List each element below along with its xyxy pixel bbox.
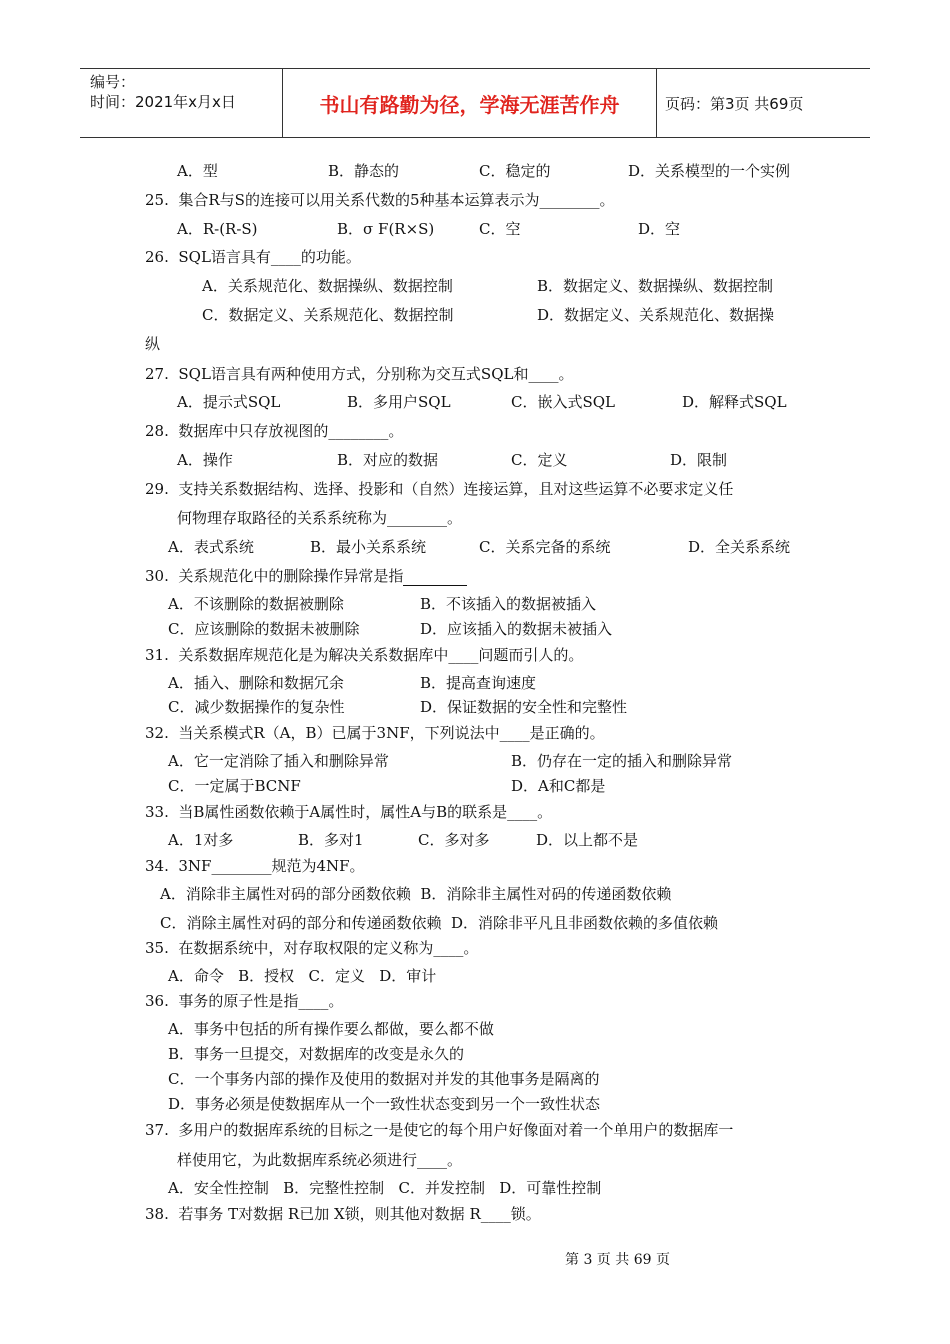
option-text: C．稳定的 xyxy=(479,162,551,180)
option-text: A．它一定消除了插入和删除异常 xyxy=(168,752,389,770)
question-36: 36. 事务的原子性是指____。 xyxy=(145,992,344,1010)
option-text: A．提示式SQL xyxy=(177,393,281,411)
option-text: B．对应的数据 xyxy=(337,451,439,469)
option-text: A．插入、删除和数据冗余 xyxy=(168,674,344,692)
question-33: 33. 当B属性函数依赖于A属性时，属性A与B的联系是____。 xyxy=(145,803,553,821)
option-text: D．以上都不是 xyxy=(536,831,639,849)
question-32: 32. 当关系模式R（A，B）已属于3NF，下列说法中____是正确的。 xyxy=(145,724,605,742)
answer-blank xyxy=(403,569,467,586)
option-text: B．不该插入的数据被插入 xyxy=(420,595,597,613)
option-text: B．多用户SQL xyxy=(347,393,451,411)
option-text: A．安全性控制 B．完整性控制 C．并发控制 D．可靠性控制 xyxy=(168,1179,602,1197)
option-text: C．消除主属性对码的部分和传递函数依赖 D．消除非平凡且非函数依赖的多值依赖 xyxy=(160,914,719,932)
option-text: C．空 xyxy=(479,220,521,238)
option-text: B．σ F(R×S) xyxy=(337,220,435,238)
page-footer: 第 3 页 共 69 页 xyxy=(565,1252,670,1268)
option-text: C．数据定义、关系规范化、数据控制 xyxy=(202,306,454,324)
option-text: C．嵌入式SQL xyxy=(511,393,616,411)
question-26: 26. SQL语言具有____的功能。 xyxy=(145,248,361,266)
question-30 xyxy=(145,566,467,586)
option-text: B．提高查询速度 xyxy=(420,674,537,692)
header-meta xyxy=(80,69,282,137)
question-35: 35. 在数据系统中，对存取权限的定义称为____。 xyxy=(145,939,479,957)
option-text: B．事务一旦提交，对数据库的改变是永久的 xyxy=(168,1045,465,1063)
option-text: B．静态的 xyxy=(328,162,400,180)
header-page-info: 页码：第3页 共69页 xyxy=(665,95,804,113)
option-text: B．多对1 xyxy=(298,831,364,849)
option-text: C．定义 xyxy=(511,451,568,469)
option-text: D．事务必须是使数据库从一个一致性状态变到另一个一致性状态 xyxy=(168,1095,601,1113)
question-37: 37. 多用户的数据库系统的目标之一是使它的每个用户好像面对着一个单用户的数据库一 xyxy=(145,1121,734,1139)
option-text: D．保证数据的安全性和完整性 xyxy=(420,698,628,716)
header-motto: 书山有路勤为径，学海无涯苦作舟 xyxy=(282,69,657,137)
question-25: 25. 集合R与S的连接可以用关系代数的5种基本运算表示为________。 xyxy=(145,191,615,209)
option-text: D．A和C都是 xyxy=(511,777,606,795)
question-34: 34. 3NF________规范为4NF。 xyxy=(145,857,365,875)
question-38: 38. 若事务 T对数据 R已加 X锁，则其他对数据 R____锁。 xyxy=(145,1205,541,1223)
option-text: C．一个事务内部的操作及使用的数据对并发的其他事务是隔离的 xyxy=(168,1070,600,1088)
option-text: B．仍存在一定的插入和删除异常 xyxy=(511,752,733,770)
question-29-cont: 何物理存取路径的关系系统称为________。 xyxy=(177,509,463,527)
question-27: 27. SQL语言具有两种使用方式，分别称为交互式SQL和____。 xyxy=(145,365,574,383)
option-text: D．关系模型的一个实例 xyxy=(628,162,791,180)
page-header xyxy=(80,68,870,138)
option-text: A．1对多 xyxy=(168,831,234,849)
option-text: B．数据定义、数据操纵、数据控制 xyxy=(537,277,774,295)
option-text: C．一定属于BCNF xyxy=(168,777,301,795)
option-text: C．关系完备的系统 xyxy=(479,538,611,556)
option-text: A．型 xyxy=(177,162,218,180)
time-label: 时间：2021年x月x日 xyxy=(90,93,236,111)
option-text: 纵 xyxy=(145,335,161,353)
option-text: D．解释式SQL xyxy=(682,393,787,411)
question-37-cont: 样使用它，为此数据库系统必须进行____。 xyxy=(177,1151,463,1169)
option-text: D．数据定义、关系规范化、数据操 xyxy=(537,306,775,324)
code-label: 编号： xyxy=(90,73,136,91)
option-text: D．限制 xyxy=(670,451,728,469)
option-text: A．关系规范化、数据操纵、数据控制 xyxy=(202,277,453,295)
option-text: B．最小关系系统 xyxy=(310,538,427,556)
option-text: A．R-(R-S) xyxy=(177,220,258,238)
option-text: A．不该删除的数据被删除 xyxy=(168,595,344,613)
option-text: A．操作 xyxy=(177,451,233,469)
option-text: C．减少数据操作的复杂性 xyxy=(168,698,345,716)
option-text: D．空 xyxy=(638,220,681,238)
option-text: C．多对多 xyxy=(418,831,490,849)
option-text: D．应该插入的数据未被插入 xyxy=(420,620,613,638)
question-31: 31. 关系数据库规范化是为解决关系数据库中____问题而引人的。 xyxy=(145,646,584,664)
question-30-text: 30. 关系规范化中的删除操作异常是指 xyxy=(145,567,404,585)
option-text: D．全关系系统 xyxy=(688,538,791,556)
question-28: 28. 数据库中只存放视图的________。 xyxy=(145,422,404,440)
option-text: C．应该删除的数据未被删除 xyxy=(168,620,360,638)
option-text: A．命令 B．授权 C．定义 D．审计 xyxy=(168,967,437,985)
question-29: 29. 支持关系数据结构、选择、投影和（自然）连接运算，且对这些运算不必要求定义任 xyxy=(145,480,734,498)
option-text: A．事务中包括的所有操作要么都做，要么都不做 xyxy=(168,1020,494,1038)
option-text: A．表式系统 xyxy=(168,538,254,556)
option-text: A．消除非主属性对码的部分函数依赖 B．消除非主属性对码的传递函数依赖 xyxy=(160,885,672,903)
